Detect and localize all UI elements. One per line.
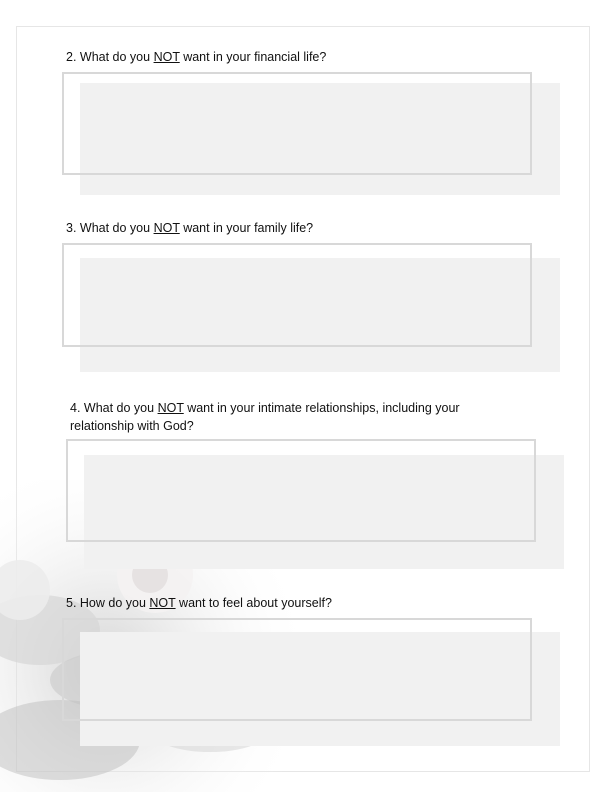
answer-box-3[interactable] [62, 243, 532, 347]
answer-box-5[interactable] [62, 618, 532, 721]
answer-box-2[interactable] [62, 72, 532, 175]
question-4 [70, 399, 510, 435]
question-2-prefix: 2. What do you [66, 50, 154, 64]
question-5 [66, 594, 546, 612]
question-3-suffix: want in your family life? [179, 221, 314, 235]
question-3 [66, 219, 546, 237]
answer-box-4[interactable] [66, 439, 536, 542]
question-2-emphasis: NOT [153, 50, 180, 64]
question-4-emphasis: NOT [157, 401, 184, 415]
question-5-prefix: 5. How do you [66, 596, 150, 610]
question-5-emphasis: NOT [149, 596, 176, 610]
question-5-suffix: want to feel about yourself? [175, 596, 332, 610]
question-3-emphasis: NOT [153, 221, 180, 235]
question-2 [66, 48, 546, 66]
question-4-suffix: want in your intimate relationships, including your relationship with God? [70, 401, 460, 433]
question-3-prefix: 3. What do you [66, 221, 154, 235]
question-2-suffix: want in your financial life? [179, 50, 327, 64]
question-4-prefix: 4. What do you [70, 401, 158, 415]
